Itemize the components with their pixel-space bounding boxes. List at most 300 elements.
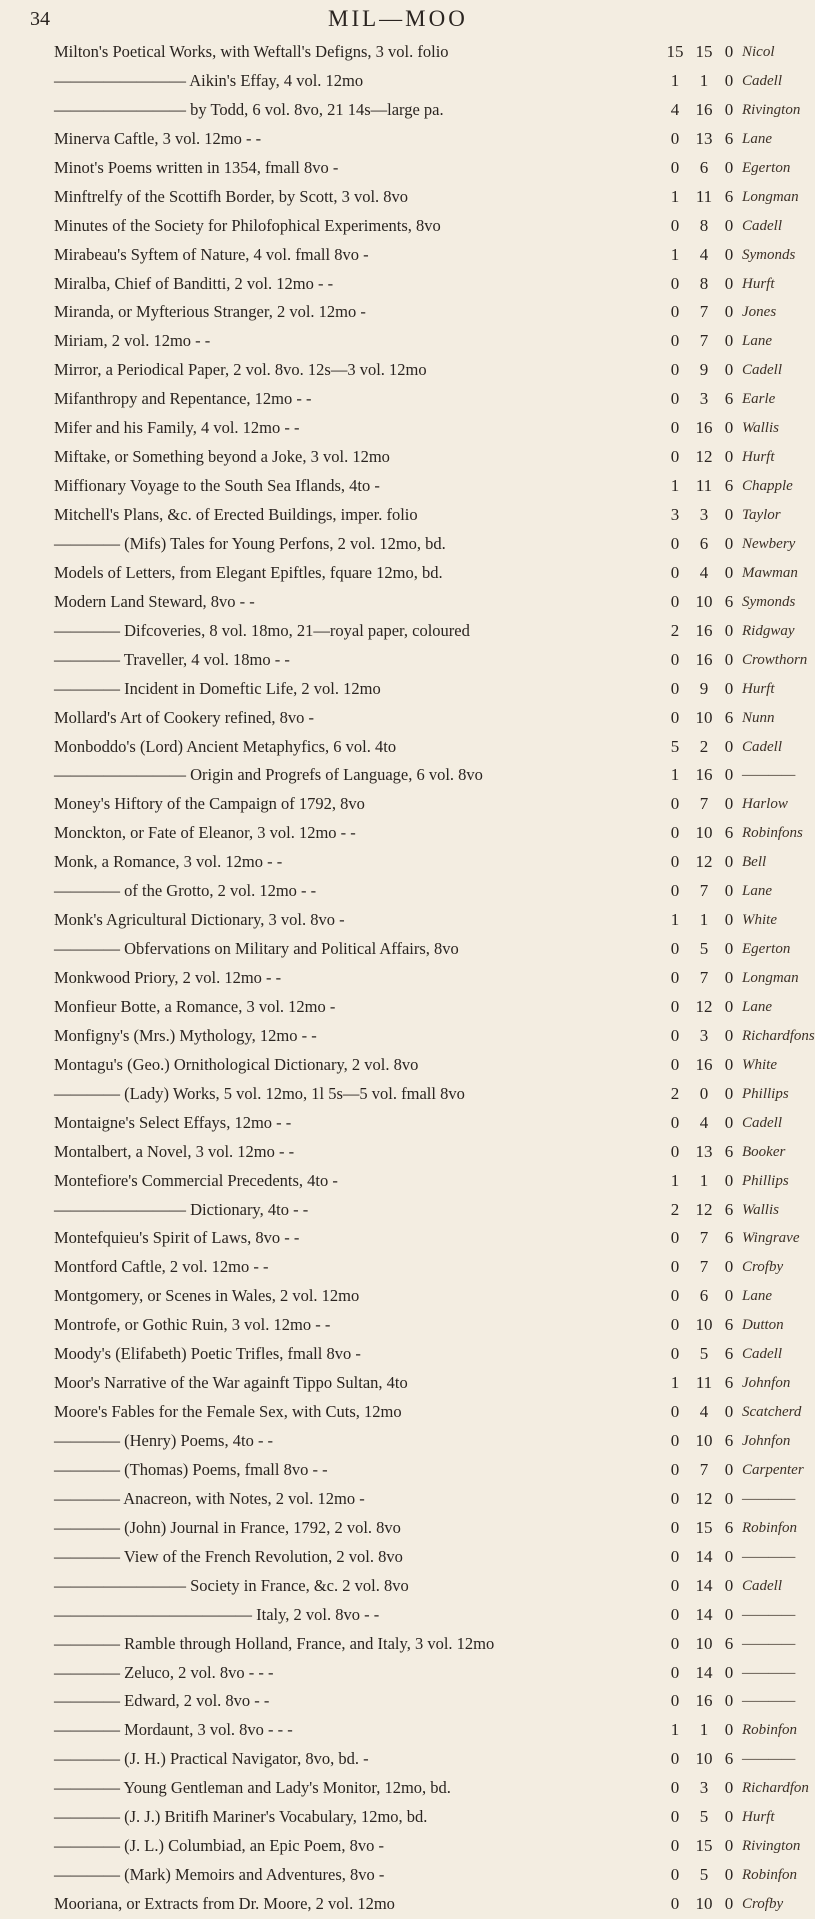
entry-title: Montaigne's Select Effays, 12mo - - — [54, 1112, 292, 1132]
price-farthings: 0 — [724, 1402, 734, 1422]
bookseller-name: Longman — [742, 188, 799, 205]
bookseller-name: Lane — [742, 883, 772, 900]
price-pence: 3 — [699, 505, 709, 524]
price-farthings: 0 — [724, 70, 734, 90]
bookseller-name: Robinfon — [742, 1519, 797, 1536]
price-farthings: 0 — [724, 447, 734, 467]
entry-title: Monfieur Botte, a Romance, 3 vol. 12mo - — [54, 996, 336, 1016]
entry-title: Models of Letters, from Elegant Epiftles, fquare 12mo, bd. — [54, 562, 443, 582]
bookseller-name: Hurft — [742, 449, 775, 466]
catalog-entry — [0, 877, 800, 906]
bookseller-name: Newbery — [742, 535, 796, 552]
price-farthings: 6 — [724, 128, 734, 148]
price-pence: 10 — [695, 1749, 713, 1769]
price-farthings: 6 — [724, 1141, 734, 1161]
catalog-entry — [0, 443, 800, 472]
catalog-entry — [0, 790, 800, 819]
catalog-entry — [0, 1080, 800, 1109]
price-pence: 16 — [695, 99, 713, 119]
price-farthings: 0 — [724, 1807, 734, 1827]
bookseller-name: Richardfons — [742, 1027, 815, 1044]
bookseller-name: Robinfon — [742, 1722, 797, 1739]
entry-title: ———— Anacreon, with Notes, 2 vol. 12mo - — [54, 1488, 365, 1508]
bookseller-name: Cadell — [742, 1577, 782, 1594]
catalog-entry — [0, 1340, 800, 1369]
catalog-entry — [0, 1427, 800, 1456]
entry-title: ———— (John) Journal in France, 1792, 2 vol. 8vo — [54, 1517, 401, 1537]
bookseller-name: Wallis — [742, 1201, 779, 1218]
price-pence: 1 — [699, 1720, 709, 1740]
entry-title: ———— Traveller, 4 vol. 18mo - - — [54, 649, 290, 669]
price-farthings: 6 — [724, 1315, 734, 1335]
price-pence: 1 — [699, 70, 709, 90]
price-shillings: 0 — [670, 591, 680, 611]
price-farthings: 0 — [724, 99, 734, 119]
price-shillings: 0 — [670, 1228, 680, 1248]
price-pence: 14 — [695, 1546, 713, 1566]
price-farthings: 0 — [724, 533, 734, 553]
entry-title: Monboddo's (Lord) Ancient Metaphyfics, 6 vol. 4to — [54, 736, 397, 756]
entry-title: Montrofe, or Gothic Ruin, 3 vol. 12mo - - — [54, 1315, 331, 1335]
entry-title: Montagu's (Geo.) Ornithological Dictionary, 2 vol. 8vo — [54, 1054, 419, 1074]
entry-title: Miralba, Chief of Banditti, 2 vol. 12mo - - — [54, 273, 334, 293]
price-shillings: 0 — [670, 157, 680, 177]
catalog-entry — [0, 1196, 800, 1225]
price-shillings: 0 — [670, 1459, 680, 1479]
bookseller-name: Nicol — [742, 44, 775, 60]
price-farthings: 0 — [724, 1836, 734, 1856]
bookseller-name: Booker — [742, 1143, 786, 1160]
bookseller-name: Johnfon — [742, 1375, 791, 1392]
entry-title: ———— (J. H.) Practical Navigator, 8vo, bd. - — [54, 1749, 369, 1769]
price-farthings: 6 — [724, 707, 734, 727]
bookseller-name: White — [742, 912, 777, 929]
price-shillings: 0 — [670, 1402, 680, 1422]
price-pence: 4 — [699, 562, 709, 582]
price-pence: 2 — [699, 736, 709, 756]
bookseller-name: Richardfon — [742, 1780, 809, 1797]
entry-title: Miftake, or Something beyond a Joke, 3 vol. 12mo — [54, 447, 390, 467]
price-farthings: 0 — [724, 765, 734, 785]
price-farthings: 6 — [724, 1633, 734, 1653]
price-farthings: 6 — [724, 186, 734, 206]
entry-title: Milton's Poetical Works, with Weftall's Defigns, 3 vol. folio — [54, 42, 449, 61]
entry-title: Minot's Poems written in 1354, fmall 8vo - — [54, 157, 339, 177]
entry-title: Montford Caftle, 2 vol. 12mo - - — [54, 1257, 269, 1277]
catalog-entry — [0, 906, 800, 935]
price-farthings: 6 — [724, 591, 734, 611]
price-shillings: 0 — [670, 1431, 680, 1450]
bookseller-name: Robinfons — [742, 825, 803, 842]
price-shillings: 1 — [670, 244, 680, 264]
entry-title: Mifanthropy and Repentance, 12mo - - — [54, 389, 312, 409]
price-farthings: 0 — [724, 1083, 734, 1103]
price-farthings: 0 — [724, 505, 734, 524]
price-pence: 13 — [695, 128, 713, 148]
entry-title: Money's Hiftory of the Campaign of 1792, 8vo — [54, 794, 365, 814]
entry-title: ———— Mordaunt, 3 vol. 8vo - - - — [54, 1720, 293, 1740]
price-farthings: 0 — [724, 881, 734, 901]
entry-title: ———— (Lady) Works, 5 vol. 12mo, 1l 5s—5 vol. fmall 8vo — [54, 1083, 465, 1103]
price-farthings: 6 — [724, 1373, 734, 1393]
price-pence: 14 — [695, 1604, 713, 1624]
price-pence: 12 — [695, 996, 713, 1016]
price-farthings: 0 — [724, 273, 734, 293]
price-farthings: 0 — [724, 302, 734, 322]
bookseller-name: Symonds — [742, 246, 796, 263]
price-shillings: 0 — [670, 1517, 680, 1537]
price-pence: 6 — [699, 533, 709, 553]
price-pence: 9 — [699, 360, 709, 380]
price-shillings: 3 — [670, 505, 680, 524]
price-farthings: 6 — [724, 1431, 734, 1450]
bookseller-name: Egerton — [742, 159, 791, 176]
catalog-entry — [0, 1890, 800, 1919]
price-pence: 4 — [699, 244, 709, 264]
price-pence: 12 — [695, 1199, 713, 1219]
price-shillings: 0 — [670, 1488, 680, 1508]
price-shillings: 0 — [670, 968, 680, 987]
catalog-entry — [0, 733, 800, 762]
catalog-entry — [0, 761, 800, 790]
price-farthings: 6 — [724, 1344, 734, 1364]
bookseller-name: Nunn — [742, 709, 775, 726]
price-pence: 0 — [699, 1083, 709, 1103]
bookseller-name: Cadell — [742, 1114, 782, 1131]
entry-title: Miffionary Voyage to the South Sea Iflands, 4to - — [54, 476, 380, 496]
price-pence: 11 — [695, 186, 713, 206]
catalog-entry — [0, 1167, 800, 1196]
price-shillings: 0 — [670, 823, 680, 843]
entry-title: Montefiore's Commercial Precedents, 4to - — [54, 1170, 338, 1190]
catalog-entry — [0, 530, 800, 559]
price-farthings: 0 — [724, 1025, 734, 1045]
price-pence: 16 — [695, 765, 713, 785]
bookseller-name: ———— — [742, 1693, 796, 1710]
price-farthings: 0 — [724, 562, 734, 582]
entry-title: Minutes of the Society for Philofophical Experiments, 8vo — [54, 215, 441, 235]
catalog-entry — [0, 1051, 800, 1080]
bookseller-name: Bell — [742, 854, 767, 871]
price-pence: 1 — [699, 1170, 709, 1190]
price-pence: 14 — [695, 1575, 713, 1595]
price-farthings: 0 — [724, 678, 734, 698]
price-pence: 16 — [695, 1691, 713, 1711]
price-pence: 15 — [695, 1517, 713, 1537]
entry-title: Miriam, 2 vol. 12mo - - — [54, 331, 211, 351]
entry-title: ———————— Society in France, &c. 2 vol. 8vo — [54, 1575, 409, 1595]
catalog-entry — [0, 1253, 800, 1282]
catalog-entry — [0, 1716, 800, 1745]
price-pence: 10 — [695, 591, 713, 611]
price-pence: 7 — [699, 302, 709, 322]
price-farthings: 0 — [724, 968, 734, 987]
price-pence: 10 — [695, 823, 713, 843]
bookseller-name: Cadell — [742, 217, 782, 234]
price-farthings: 0 — [724, 157, 734, 177]
bookseller-name: Rivington — [742, 1838, 801, 1855]
entry-title: ———— (Thomas) Poems, fmall 8vo - - — [54, 1459, 328, 1479]
catalog-entry — [0, 1572, 800, 1601]
bookseller-name: Jones — [742, 304, 777, 321]
catalog-entry — [0, 1687, 800, 1716]
price-farthings: 0 — [724, 736, 734, 756]
catalog-entry — [0, 385, 800, 414]
price-shillings: 0 — [670, 678, 680, 698]
price-pence: 8 — [699, 273, 709, 293]
bookseller-name: Dutton — [742, 1317, 784, 1334]
entry-title: ———————— Aikin's Effay, 4 vol. 12mo — [54, 70, 364, 90]
price-shillings: 0 — [670, 794, 680, 814]
price-farthings: 0 — [724, 1112, 734, 1132]
price-shillings: 0 — [670, 302, 680, 322]
bookseller-name: Lane — [742, 998, 772, 1015]
entry-title: ———— Difcoveries, 8 vol. 18mo, 21—royal paper, coloured — [54, 620, 470, 640]
price-shillings: 2 — [670, 620, 680, 640]
catalog-entry — [0, 270, 800, 299]
price-shillings: 0 — [670, 1749, 680, 1769]
price-farthings: 0 — [724, 1691, 734, 1711]
price-farthings: 6 — [724, 1199, 734, 1219]
entry-title: Mollard's Art of Cookery refined, 8vo - — [54, 707, 315, 727]
price-pence: 5 — [699, 1865, 709, 1885]
price-pence: 9 — [699, 678, 709, 698]
catalog-entry — [0, 1543, 800, 1572]
price-shillings: 1 — [670, 70, 680, 90]
price-farthings: 0 — [724, 1546, 734, 1566]
entry-title: Moody's (Elifabeth) Poetic Trifles, fmall 8vo - — [54, 1344, 361, 1364]
entry-title: ———— View of the French Revolution, 2 vol. 8vo — [54, 1546, 403, 1566]
price-shillings: 0 — [670, 1112, 680, 1132]
catalog-entry — [0, 704, 800, 733]
entry-title: ———— (Henry) Poems, 4to - - — [54, 1431, 274, 1450]
price-pence: 7 — [699, 1228, 709, 1248]
entry-title: Monk's Agricultural Dictionary, 3 vol. 8vo - — [54, 910, 345, 930]
price-pence: 6 — [699, 157, 709, 177]
entry-title: ———— Ramble through Holland, France, and Italy, 3 vol. 12mo — [54, 1633, 495, 1653]
bookseller-name: Mawman — [742, 564, 798, 581]
price-shillings: 0 — [670, 1662, 680, 1682]
price-pence: 11 — [695, 476, 713, 496]
entry-title: Minerva Caftle, 3 vol. 12mo - - — [54, 128, 262, 148]
price-pence: 7 — [699, 794, 709, 814]
price-farthings: 0 — [724, 1054, 734, 1074]
catalog-entry — [0, 1803, 800, 1832]
bookseller-name: Phillips — [742, 1172, 789, 1189]
price-shillings: 0 — [670, 1604, 680, 1624]
price-farthings: 0 — [724, 1257, 734, 1277]
price-farthings: 0 — [724, 1286, 734, 1306]
entry-title: ———— (J. J.) Britifh Mariner's Vocabulary, 12mo, bd. — [54, 1807, 428, 1827]
catalog-entry — [0, 646, 808, 675]
bookseller-name: Carpenter — [742, 1461, 804, 1478]
entry-title: Montgomery, or Scenes in Wales, 2 vol. 12mo — [54, 1286, 360, 1306]
price-pence: 3 — [699, 1778, 709, 1798]
price-pence: 15 — [695, 42, 713, 61]
entry-title: Montefquieu's Spirit of Laws, 8vo - - — [54, 1228, 300, 1248]
price-pence: 10 — [695, 1633, 713, 1653]
price-shillings: 1 — [670, 1720, 680, 1740]
price-farthings: 0 — [724, 1865, 734, 1885]
bookseller-name: Harlow — [742, 796, 788, 813]
price-shillings: 0 — [670, 1025, 680, 1045]
entry-title: Monk, a Romance, 3 vol. 12mo - - — [54, 852, 283, 872]
bookseller-name: Longman — [742, 970, 799, 986]
price-farthings: 0 — [724, 910, 734, 930]
catalog-entry — [0, 96, 800, 125]
price-shillings: 0 — [670, 1575, 680, 1595]
price-shillings: 0 — [670, 1344, 680, 1364]
catalog-entry — [0, 993, 800, 1022]
price-pence: 6 — [699, 1286, 709, 1306]
entry-title: ———— (Mifs) Tales for Young Perfons, 2 vol. 12mo, bd. — [54, 533, 446, 553]
catalog-entry — [0, 1745, 800, 1774]
bookseller-name: ———— — [742, 1548, 796, 1565]
price-pence: 12 — [695, 852, 713, 872]
price-shillings: 0 — [670, 389, 680, 409]
catalog-entry — [0, 1022, 815, 1051]
running-head: MIL—MOO — [328, 6, 468, 31]
entry-title: ———————— by Todd, 6 vol. 8vo, 21 14s—large pa. — [54, 99, 444, 119]
price-pence: 11 — [695, 1373, 713, 1393]
entry-title: Mitchell's Plans, &c. of Erected Buildings, imper. folio — [54, 505, 418, 524]
price-pence: 12 — [695, 1488, 713, 1508]
price-shillings: 0 — [670, 1141, 680, 1161]
price-shillings: 0 — [670, 1315, 680, 1335]
price-shillings: 5 — [670, 736, 680, 756]
price-shillings: 0 — [670, 418, 680, 438]
bookseller-name: Cadell — [742, 362, 782, 379]
price-pence: 16 — [695, 620, 713, 640]
bookseller-name: Symonds — [742, 593, 796, 610]
price-shillings: 0 — [670, 273, 680, 293]
price-shillings: 0 — [670, 939, 680, 959]
bookseller-name: Crowthorn — [742, 651, 808, 668]
entry-title: ———————————— Italy, 2 vol. 8vo - - — [54, 1604, 380, 1624]
bookseller-name: ———— — [742, 1490, 796, 1507]
catalog-entry — [0, 472, 800, 501]
entry-title: Miranda, or Myfterious Stranger, 2 vol. 12mo - — [54, 302, 366, 322]
bookseller-name: Cadell — [742, 1346, 782, 1363]
price-farthings: 0 — [724, 244, 734, 264]
price-pence: 12 — [695, 447, 713, 467]
entry-title: ———————— Dictionary, 4to - - — [54, 1199, 309, 1219]
price-farthings: 0 — [724, 1575, 734, 1595]
price-pence: 7 — [699, 881, 709, 901]
price-shillings: 0 — [670, 1691, 680, 1711]
price-pence: 8 — [699, 215, 709, 235]
entry-title: Mirror, a Periodical Paper, 2 vol. 8vo. 12s—3 vol. 12mo — [54, 360, 427, 380]
price-shillings: 0 — [670, 996, 680, 1016]
entry-title: Monkwood Priory, 2 vol. 12mo - - — [54, 968, 282, 987]
price-shillings: 1 — [670, 1170, 680, 1190]
bookseller-name: Egerton — [742, 941, 791, 958]
bookseller-name: ———— — [742, 767, 796, 784]
page-number: 34 — [30, 8, 50, 30]
price-shillings: 0 — [670, 128, 680, 148]
catalog-entry — [0, 183, 800, 212]
bookseller-name: ———— — [742, 1635, 796, 1652]
bookseller-name: Wingrave — [742, 1230, 800, 1247]
price-pence: 5 — [699, 1344, 709, 1364]
price-pence: 10 — [695, 1315, 713, 1335]
catalog-entry — [0, 1861, 800, 1890]
price-farthings: 6 — [724, 823, 734, 843]
entry-title: Monfigny's (Mrs.) Mythology, 12mo - - — [54, 1025, 317, 1045]
entry-title: Moor's Narrative of the War againft Tippo Sultan, 4to — [54, 1373, 408, 1393]
price-pence: 7 — [699, 1257, 709, 1277]
price-pence: 5 — [699, 939, 709, 959]
bookseller-name: ———— — [742, 1606, 796, 1623]
bookseller-name: Lane — [742, 333, 772, 350]
bookseller-name: Johnfon — [742, 1433, 791, 1449]
price-shillings: 4 — [670, 99, 680, 119]
bookseller-name: Hurft — [742, 680, 775, 697]
price-shillings: 0 — [670, 649, 680, 669]
bookseller-name: White — [742, 1056, 777, 1073]
price-farthings: 0 — [724, 1459, 734, 1479]
price-farthings: 0 — [724, 649, 734, 669]
catalog-entry — [0, 617, 800, 646]
entry-title: ———— (J. L.) Columbiad, an Epic Poem, 8vo - — [54, 1836, 384, 1856]
price-farthings: 0 — [724, 1894, 734, 1913]
entry-title: Moore's Fables for the Female Sex, with Cuts, 12mo — [54, 1402, 402, 1422]
price-farthings: 0 — [724, 1778, 734, 1798]
entry-title: ———— of the Grotto, 2 vol. 12mo - - — [54, 881, 317, 901]
price-farthings: 0 — [724, 215, 734, 235]
bookseller-name: Scatcherd — [742, 1404, 802, 1421]
price-shillings: 0 — [670, 1836, 680, 1856]
bookseller-name: Wallis — [742, 420, 779, 437]
entry-title: Montalbert, a Novel, 3 vol. 12mo - - — [54, 1141, 295, 1161]
bookseller-name: Crofby — [742, 1259, 784, 1276]
price-pence: 10 — [695, 1431, 713, 1450]
catalog-entry — [0, 935, 800, 964]
catalog-entry — [0, 675, 800, 704]
entry-title: ———— Young Gentleman and Lady's Monitor, 12mo, bd. — [54, 1778, 451, 1798]
price-shillings: 2 — [670, 1199, 680, 1219]
entry-title: ———— (Mark) Memoirs and Adventures, 8vo - — [54, 1865, 385, 1885]
price-shillings: 0 — [670, 562, 680, 582]
catalog-entry — [0, 848, 800, 877]
price-pence: 7 — [699, 968, 709, 987]
price-farthings: 6 — [724, 1228, 734, 1248]
price-pence: 4 — [699, 1402, 709, 1422]
entry-title: ———— Obfervations on Military and Political Affairs, 8vo — [54, 939, 459, 959]
price-pence: 10 — [695, 1894, 713, 1913]
price-farthings: 0 — [724, 418, 734, 438]
entry-title: Mooriana, or Extracts from Dr. Moore, 2 vol. 12mo — [54, 1894, 395, 1913]
bookseller-name: ———— — [742, 1751, 796, 1768]
price-pence: 16 — [695, 649, 713, 669]
catalog-entry — [0, 38, 800, 67]
price-farthings: 0 — [724, 1170, 734, 1190]
bookseller-name: Ridgway — [742, 622, 795, 639]
price-pence: 4 — [699, 1112, 709, 1132]
price-shillings: 1 — [670, 1373, 680, 1393]
price-shillings: 0 — [670, 215, 680, 235]
price-shillings: 2 — [670, 1083, 680, 1103]
catalog-entry — [0, 1659, 800, 1688]
price-farthings: 0 — [724, 939, 734, 959]
catalog-entry — [0, 588, 800, 617]
price-farthings: 6 — [724, 476, 734, 496]
price-shillings: 0 — [670, 1894, 680, 1913]
catalog-entry — [0, 67, 800, 96]
price-shillings: 1 — [670, 765, 680, 785]
bookseller-name: Rivington — [742, 101, 801, 118]
price-farthings: 0 — [724, 331, 734, 351]
